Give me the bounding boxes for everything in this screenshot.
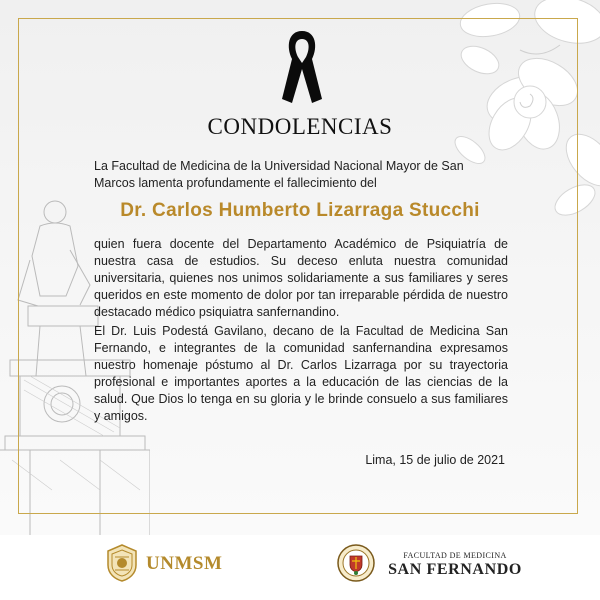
deceased-name: Dr. Carlos Humberto Lizarraga Stucchi [120,200,480,221]
tribute-paragraph: quien fuera docente del Departamento Académico de Psiquiatría de nuestra casa de estudios. Su deceso enluta nuestra comunidad universitaria, quienes nos unimos solidariamente a sus familiares y seres queridos en este momento de dolor por tan irreparable pérdida de nuestro destacado médico psiquiatra sanfernandino. [94,237,508,319]
unmsm-seal-icon [104,543,140,583]
place-date: Lima, 15 de julio de 2021 [365,453,505,467]
footer [0,535,600,600]
san-fernando-seal-icon [336,543,376,583]
faculty-label: FACULTAD DE MEDICINA [403,551,507,560]
faculty-name: SAN FERNANDO [388,561,522,578]
homage-paragraph: El Dr. Luis Podestá Gavilano, decano de la Facultad de Medicina San Fernando, e integrantes de la comunidad sanfernandina expresamos nuestro homenaje póstumo al Dr. Carlos Lizarraga por su trayectoria profesional e importantes aportes a la educación de las ciencias de la salud. Que Dios lo tenga en su gloria y le brinde consuelo a sus familiares y amigos. [94,324,508,423]
page-title: CONDOLENCIAS [207,114,393,139]
mourning-ribbon-icon [280,25,324,105]
intro-paragraph: La Facultad de Medicina de la Universidad Nacional Mayor de San Marcos lamenta profundamente el fallecimiento del [94,159,464,190]
university-name: UNMSM [146,553,223,574]
